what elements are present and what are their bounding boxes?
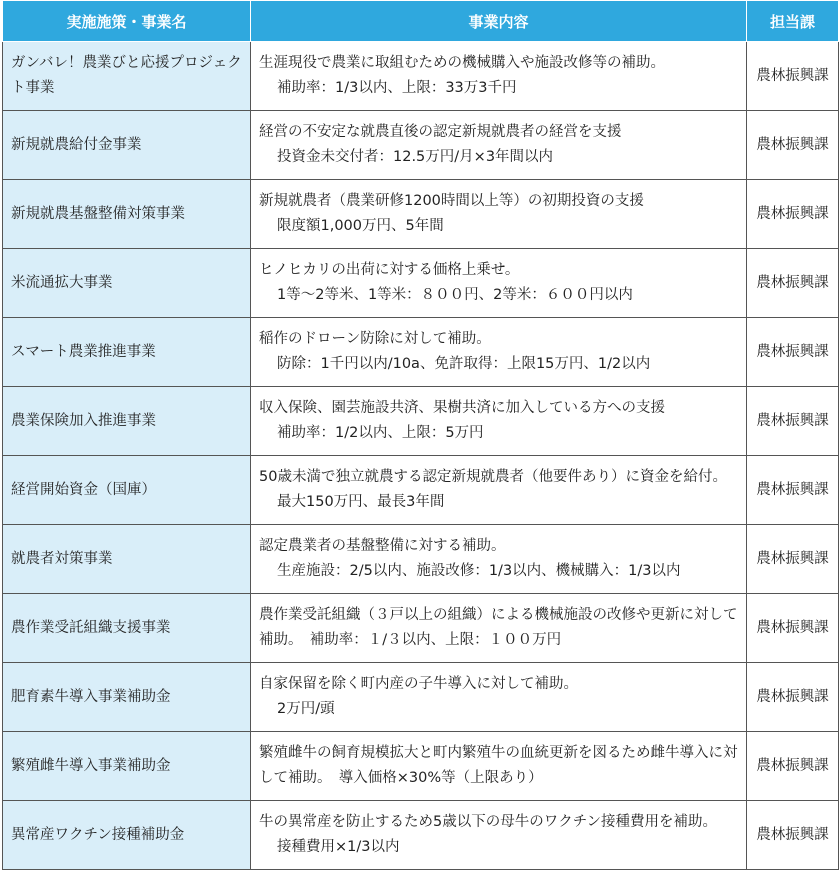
content-description: ヒノヒカリの出荷に対する価格上乗せ。 — [259, 262, 520, 278]
program-content-cell — [251, 180, 747, 249]
program-name-cell: 農業保険加入推進事業 — [3, 387, 251, 456]
program-name-cell: 就農者対策事業 — [3, 525, 251, 594]
department-cell: 農林振興課 — [747, 111, 839, 180]
content-description: 50歳未満で独立就農する認定新規就農者（他要件あり）に資金を給付。 — [259, 469, 727, 485]
department-cell: 農林振興課 — [747, 663, 839, 732]
content-detail: 防除：1千円以内/10a、免許取得：上限15万円、1/2以内 — [277, 356, 651, 372]
header-program-name: 実施施策・事業名 — [3, 1, 251, 42]
content-description: 繁殖雌牛の飼育規模拡大と町内繁殖牛の血統更新を図るため雌牛導入に対して補助。 導入価格×30%等（上限あり） — [259, 745, 738, 786]
content-description: 牛の異常産を防止するため5歳以下の母牛のワクチン接種費用を補助。 — [259, 814, 717, 830]
content-detail: 生産施設：2/5以内、施設改修：1/3以内、機械購入：1/3以内 — [277, 563, 681, 579]
program-name-cell: 米流通拡大事業 — [3, 249, 251, 318]
program-content-cell — [251, 663, 747, 732]
program-content-cell — [251, 732, 747, 801]
table-row — [3, 387, 839, 456]
table-row — [3, 42, 839, 111]
content-detail: 最大150万円、最長3年間 — [277, 494, 445, 510]
department-cell: 農林振興課 — [747, 387, 839, 456]
content-description: 新規就農者（農業研修1200時間以上等）の初期投資の支援 — [259, 193, 644, 209]
program-name-cell: 新規就農給付金事業 — [3, 111, 251, 180]
department-cell: 農林振興課 — [747, 318, 839, 387]
header-program-content: 事業内容 — [251, 1, 747, 42]
program-name-cell: 異常産ワクチン接種補助金 — [3, 801, 251, 870]
program-name-cell: 経営開始資金（国庫） — [3, 456, 251, 525]
content-description: 経営の不安定な就農直後の認定新規就農者の経営を支援 — [259, 124, 622, 140]
program-name-cell: 繁殖雌牛導入事業補助金 — [3, 732, 251, 801]
content-description: 認定農業者の基盤整備に対する補助。 — [259, 538, 506, 554]
table-row — [3, 663, 839, 732]
program-content-cell — [251, 525, 747, 594]
program-content-cell — [251, 456, 747, 525]
program-content-cell — [251, 801, 747, 870]
department-cell: 農林振興課 — [747, 249, 839, 318]
department-cell: 農林振興課 — [747, 42, 839, 111]
department-cell: 農林振興課 — [747, 594, 839, 663]
department-cell: 農林振興課 — [747, 180, 839, 249]
program-content-cell — [251, 111, 747, 180]
department-cell: 農林振興課 — [747, 525, 839, 594]
program-name-cell: ガンバレ！農業びと応援プロジェクト事業 — [3, 42, 251, 111]
table-row — [3, 180, 839, 249]
table-row — [3, 111, 839, 180]
content-description: 収入保険、園芸施設共済、果樹共済に加入している方への支援 — [259, 400, 665, 416]
content-detail: 投資金未交付者：12.5万円/月×3年間以内 — [277, 149, 554, 165]
table-row — [3, 732, 839, 801]
content-detail: 接種費用×1/3以内 — [277, 839, 400, 855]
program-name-cell: 農作業受託組織支援事業 — [3, 594, 251, 663]
content-description: 自家保留を除く町内産の子牛導入に対して補助。 — [259, 676, 578, 692]
content-detail: 補助率：1/2以内、上限：5万円 — [277, 425, 484, 441]
table-row — [3, 249, 839, 318]
department-cell: 農林振興課 — [747, 456, 839, 525]
content-description: 農作業受託組織（３戸以上の組織）による機械施設の改修や更新に対して補助。 補助率：１/３以内、上限：１００万円 — [259, 607, 738, 648]
table-row — [3, 456, 839, 525]
program-content-cell — [251, 42, 747, 111]
table-row — [3, 594, 839, 663]
program-name-cell: 肥育素牛導入事業補助金 — [3, 663, 251, 732]
content-detail: 限度額1,000万円、5年間 — [277, 218, 444, 234]
program-table — [2, 0, 839, 870]
content-detail: 1等～2等米、1等米：８００円、2等米：６００円以内 — [277, 287, 633, 303]
table-row — [3, 801, 839, 870]
content-description: 生涯現役で農業に取組むための機械購入や施設改修等の補助。 — [259, 55, 665, 71]
table-row — [3, 525, 839, 594]
program-name-cell: スマート農業推進事業 — [3, 318, 251, 387]
content-detail: 2万円/頭 — [277, 701, 335, 717]
program-content-cell — [251, 387, 747, 456]
department-cell: 農林振興課 — [747, 732, 839, 801]
department-cell: 農林振興課 — [747, 801, 839, 870]
header-department: 担当課 — [747, 1, 839, 42]
program-name-cell: 新規就農基盤整備対策事業 — [3, 180, 251, 249]
content-detail: 補助率：1/3以内、上限：33万3千円 — [277, 80, 517, 96]
table-body — [3, 42, 839, 870]
program-content-cell — [251, 594, 747, 663]
program-content-cell — [251, 318, 747, 387]
table-row — [3, 318, 839, 387]
content-description: 稲作のドローン防除に対して補助。 — [259, 331, 491, 347]
program-content-cell — [251, 249, 747, 318]
table-header-row — [3, 1, 839, 42]
